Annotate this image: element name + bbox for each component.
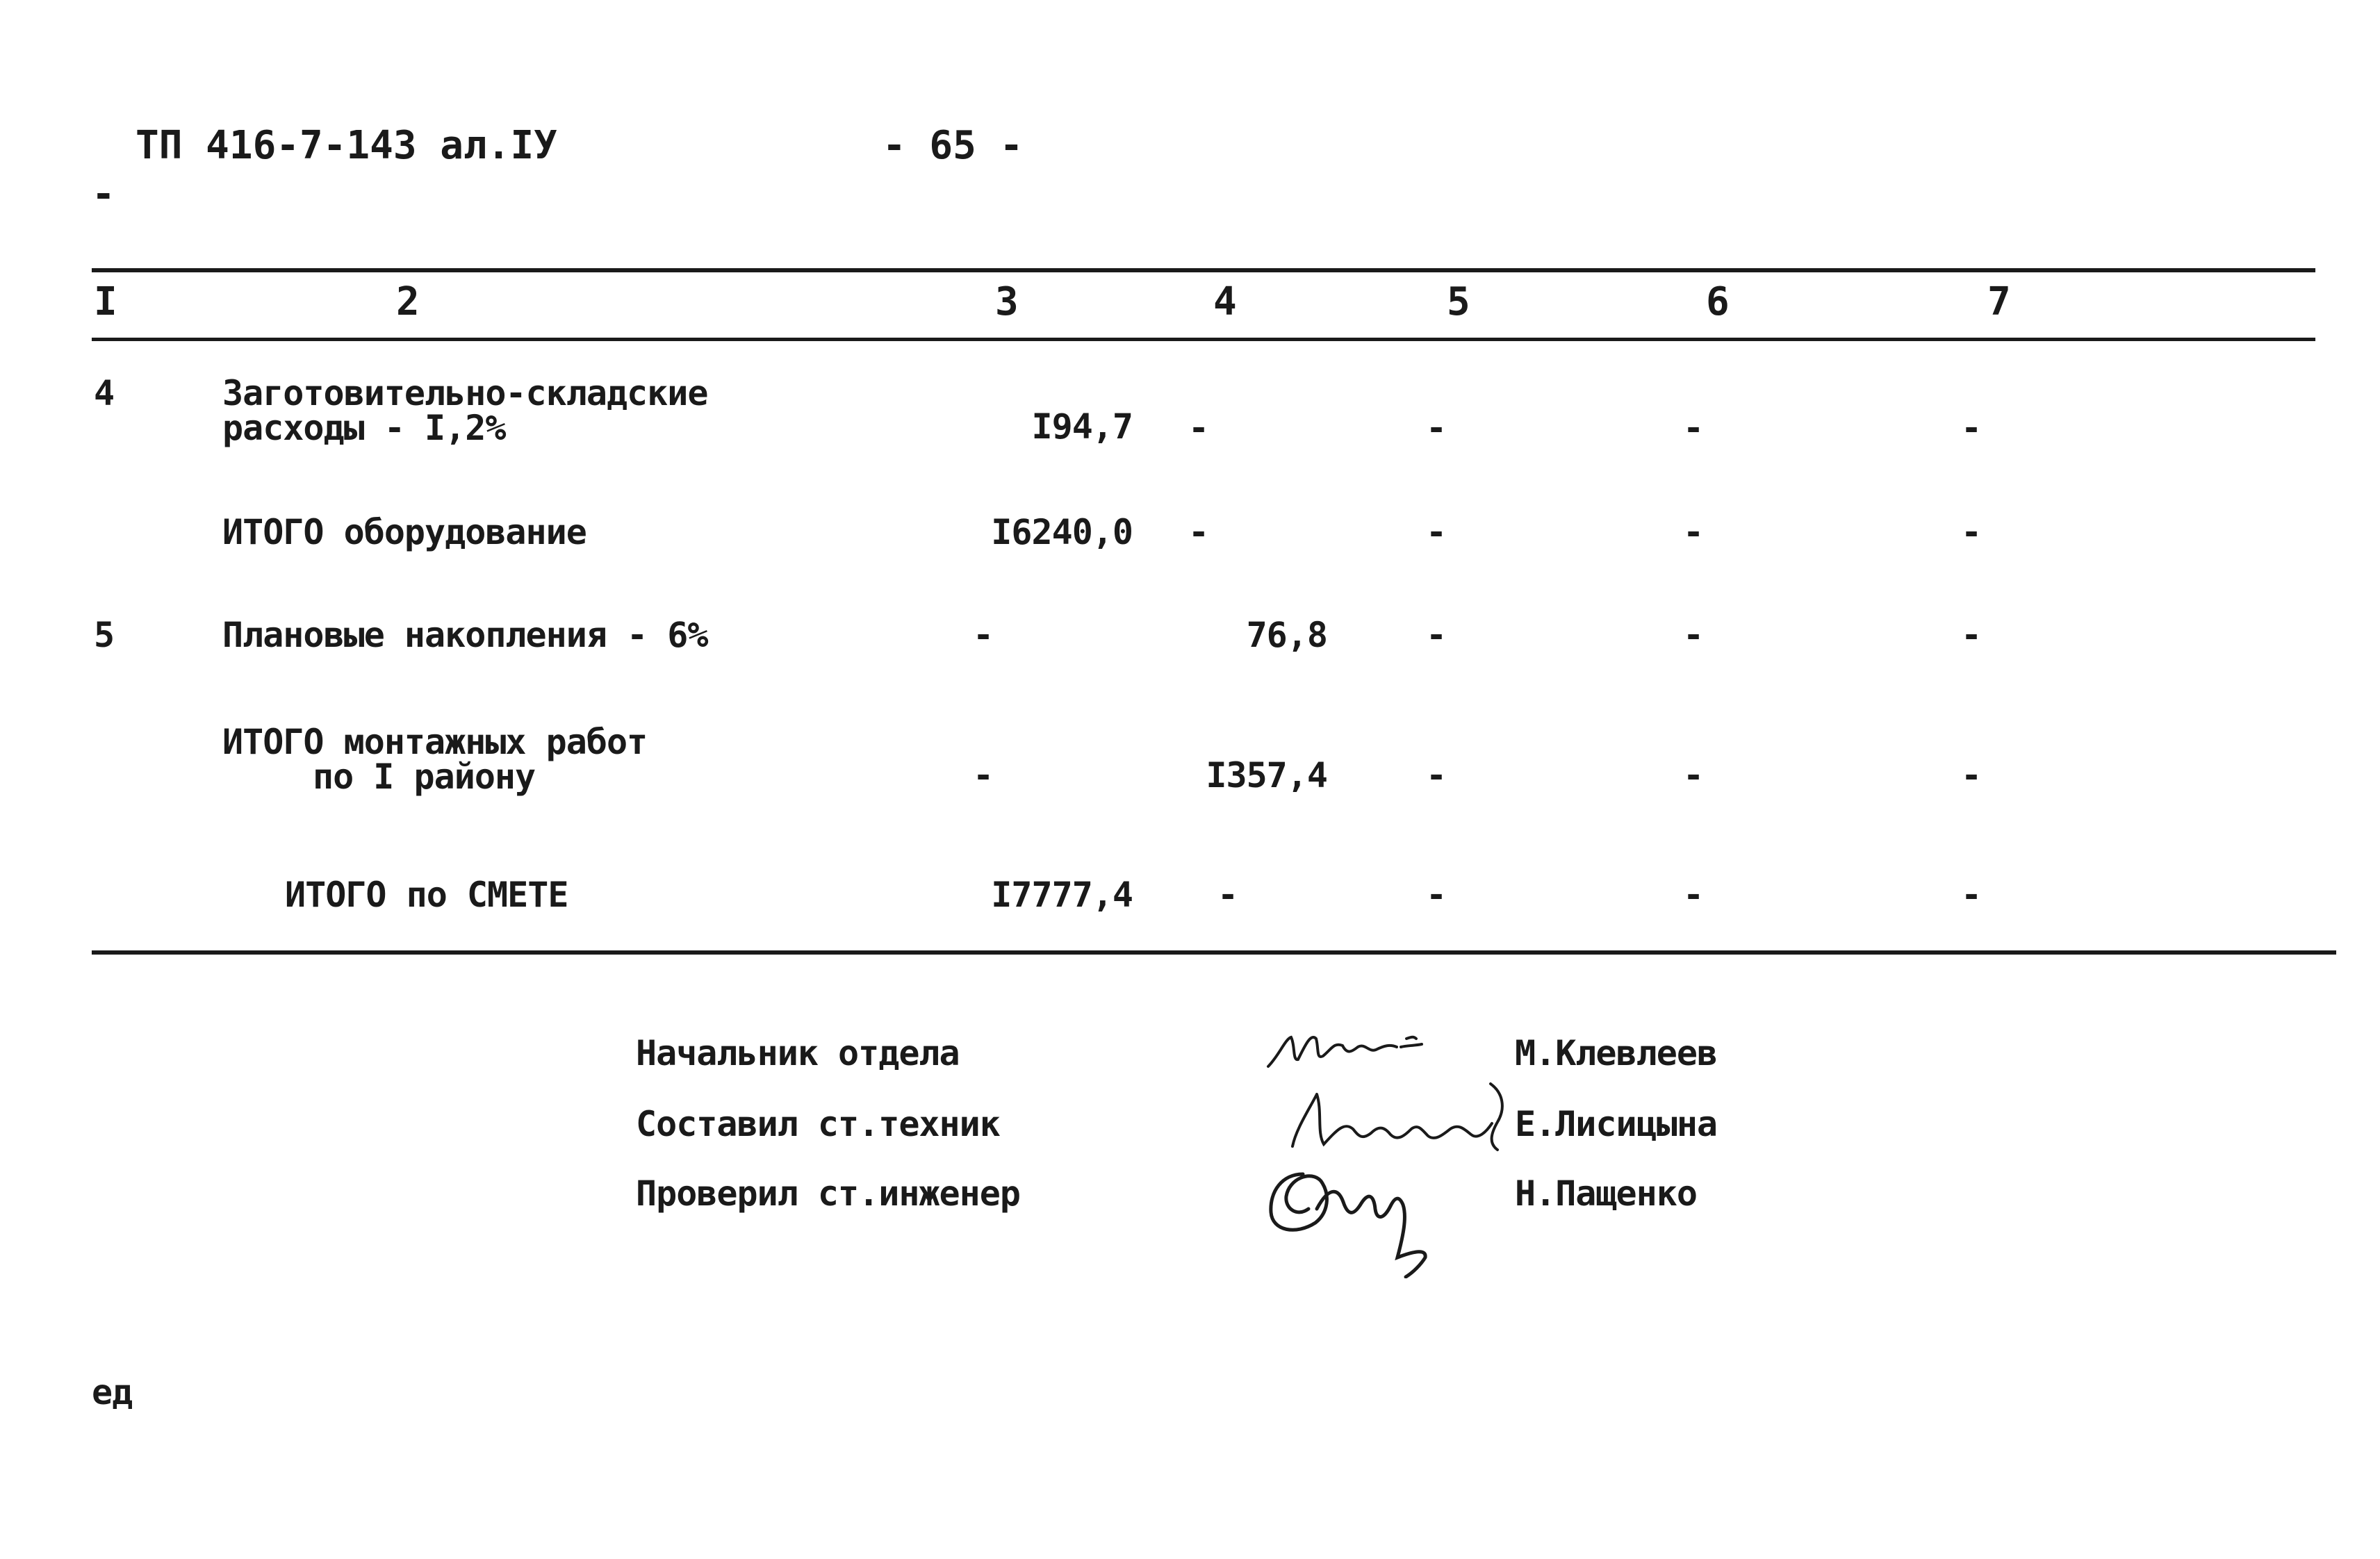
cell-col7: - bbox=[1961, 512, 1982, 552]
cell-col7: - bbox=[1961, 408, 1982, 448]
handwritten-signature-1 bbox=[1265, 1018, 1452, 1080]
footer-mark: ед bbox=[92, 1372, 133, 1412]
row-name: ИТОГО по СМЕТЕ bbox=[285, 875, 568, 915]
table-bottom-rule bbox=[92, 950, 2336, 955]
cell-col3: - bbox=[973, 755, 994, 795]
document-code: ТП 416-7-143 ал.IУ bbox=[136, 123, 557, 168]
column-header-1: I bbox=[94, 279, 117, 324]
cell-col5: - bbox=[1426, 615, 1447, 655]
cell-col4: 76,8 bbox=[1246, 615, 1327, 655]
cell-col4: - bbox=[1217, 875, 1238, 915]
cell-col7: - bbox=[1961, 755, 1982, 795]
cell-col6: - bbox=[1683, 755, 1704, 795]
cell-col3: I94,7 bbox=[1031, 406, 1133, 447]
row-name: Плановые накопления - 6% bbox=[222, 615, 708, 655]
cell-col5: - bbox=[1426, 755, 1447, 795]
cell-col3: I6240,0 bbox=[991, 512, 1133, 552]
row-name-line1: ИТОГО монтажных работ bbox=[222, 722, 648, 762]
cell-col5: - bbox=[1426, 875, 1447, 915]
cell-col6: - bbox=[1683, 875, 1704, 915]
column-header-6: 6 bbox=[1706, 279, 1730, 324]
page-number: - 65 - bbox=[883, 123, 1024, 168]
cell-col7: - bbox=[1961, 875, 1982, 915]
cell-col6: - bbox=[1683, 615, 1704, 655]
row-number: 4 bbox=[94, 373, 115, 413]
row-name: ИТОГО оборудование bbox=[222, 512, 586, 552]
column-header-7: 7 bbox=[1987, 279, 2011, 324]
handwritten-signature-2 bbox=[1289, 1080, 1518, 1157]
cell-col7: - bbox=[1961, 615, 1982, 655]
cell-col4: I357,4 bbox=[1206, 755, 1327, 795]
signer-name: Н.Пащенко bbox=[1515, 1173, 1697, 1214]
signer-role: Составил ст.техник bbox=[636, 1104, 1000, 1144]
margin-dash: - bbox=[92, 172, 115, 217]
column-header-4: 4 bbox=[1213, 279, 1237, 324]
column-header-2: 2 bbox=[396, 279, 420, 324]
cell-col5: - bbox=[1426, 512, 1447, 552]
cell-col3: - bbox=[973, 615, 994, 655]
table-top-rule bbox=[92, 268, 2315, 272]
row-name-line2: по I району bbox=[313, 757, 536, 797]
column-header-3: 3 bbox=[995, 279, 1019, 324]
cell-col4: - bbox=[1188, 512, 1209, 552]
signer-name: Е.Лисицына bbox=[1515, 1104, 1718, 1144]
signer-name: М.Клевлеев bbox=[1515, 1033, 1718, 1073]
cell-col6: - bbox=[1683, 512, 1704, 552]
row-number: 5 bbox=[94, 615, 115, 655]
cell-col4: - bbox=[1188, 408, 1209, 448]
handwritten-signature-3 bbox=[1261, 1153, 1442, 1278]
cell-col5: - bbox=[1426, 408, 1447, 448]
row-name-line2: расходы - I,2% bbox=[222, 408, 506, 448]
row-name-line1: Заготовительно-складские bbox=[222, 373, 708, 413]
signer-role: Проверил ст.инженер bbox=[636, 1173, 1020, 1214]
table-header-rule bbox=[92, 338, 2315, 341]
cell-col3: I7777,4 bbox=[991, 875, 1133, 915]
signer-role: Начальник отдела bbox=[636, 1033, 960, 1073]
cell-col6: - bbox=[1683, 408, 1704, 448]
column-header-5: 5 bbox=[1447, 279, 1470, 324]
